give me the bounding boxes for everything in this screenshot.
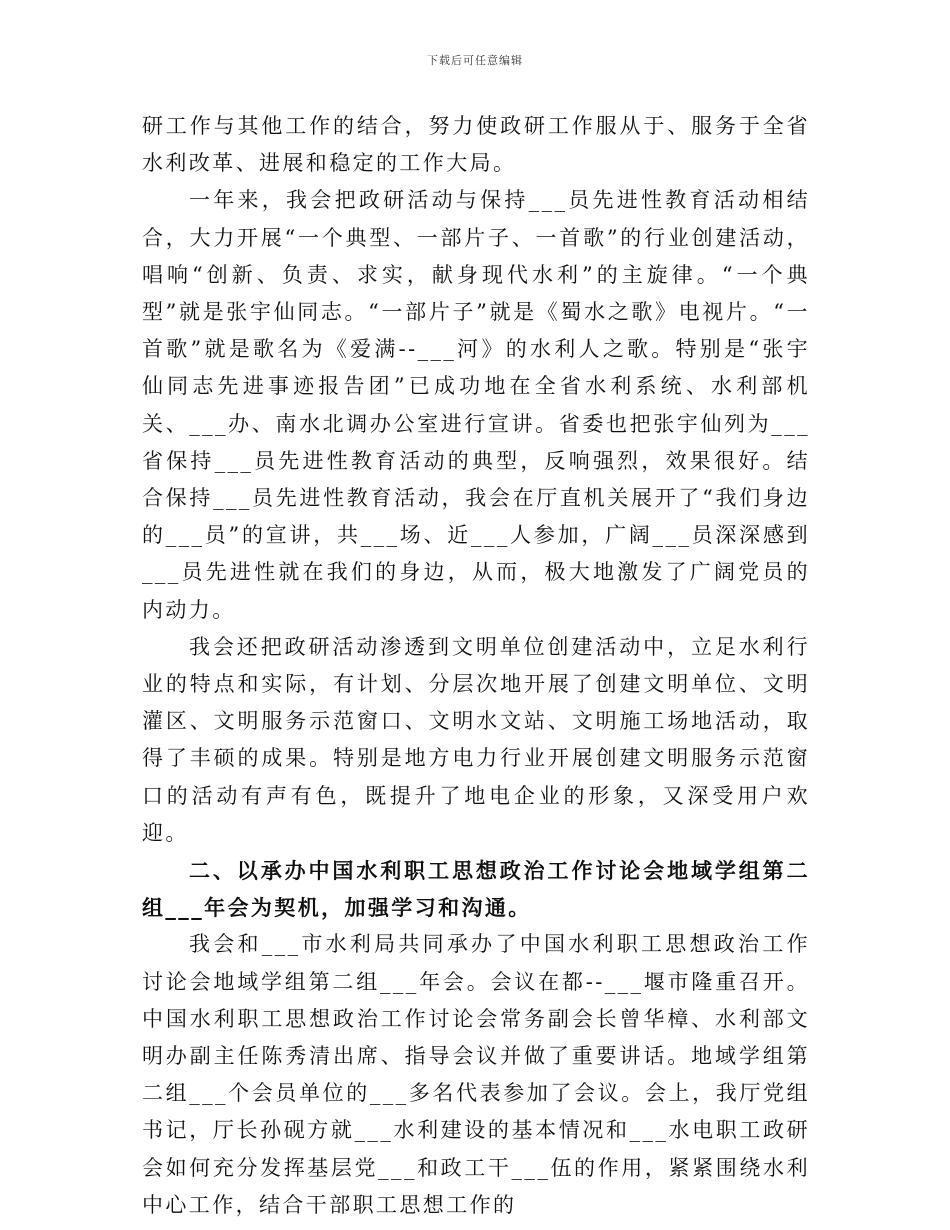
paragraph-4: 我会和___市水利局共同承办了中国水利职工思想政治工作讨论会地域学组第二组___年会。会议在都--___堰市隆重召开。中国水利职工思想政治工作讨论会常务副会长曾华樟、水利部文明办副主任陈秀清出席、指导会议并做了重要讲话。地域学组第二组___个会员单位的___多名代表参加了会议。会上，我厅党组书记，厅长孙砚方就___水利建设的基本情况和___水电职工政研会如何充分发挥基层党___和政工干___伍的作用，紧紧围绕水利中心工作，结合干部职工思想工作的 [142, 932, 810, 1217]
section-heading-2: 二、以承办中国水利职工思想政治工作讨论会地域学组第二组___年会为契机，加强学习和沟通。 [142, 858, 810, 921]
paragraph-2: 一年来，我会把政研活动与保持___员先进性教育活动相结合，大力开展“一个典型、一部片子、一首歌”的行业创建活动，唱响“创新、负责、求实，献身现代水利”的主旋律。“一个典型”就是张宇仙同志。“一部片子”就是《蜀水之歌》电视片。“一首歌”就是歌名为《爱满--___河》的水利人之歌。特别是“张宇仙同志先进事迹报告团”已成功地在全省水利系统、水利部机关、___办、南水北调办公室进行宣讲。省委也把张宇仙列为___省保持___员先进性教育活动的典型，反响强烈，效果很好。结合保持___员先进性教育活动，我会在厅直机关展开了“我们身边的___员”的宣讲，共___场、近___人参加，广阔___员深深感到___员先进性就在我们的身边，从而，极大地激发了广阔党员的内动力。 [142, 188, 810, 622]
paragraph-3: 我会还把政研活动渗透到文明单位创建活动中，立足水利行业的特点和实际，有计划、分层次地开展了创建文明单位、文明灌区、文明服务示范窗口、文明水文站、文明施工场地活动，取得了丰硕的成果。特别是地方电力行业开展创建文明服务示范窗口的活动有声有色，既提升了地电企业的形象，又深受用户欢迎。 [142, 634, 810, 845]
document-body [142, 108, 810, 1224]
page-header: 下载后可任意编辑 [427, 54, 523, 67]
paragraph-1: 研工作与其他工作的结合，努力使政研工作服从于、服务于全省水利改革、进展和稳定的工作大局。 [142, 114, 810, 176]
